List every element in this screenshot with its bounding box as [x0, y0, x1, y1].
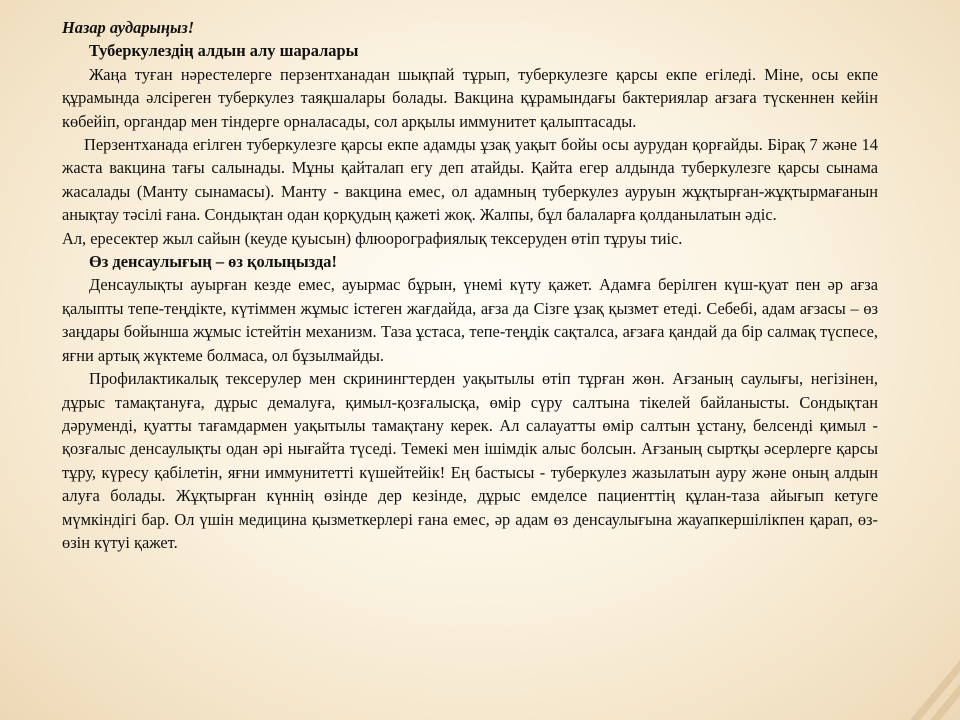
paragraph-revaccination: Перзентханада егілген туберкулезге қарсы екпе адамды ұзақ уақыт бойы осы аурудан қорғайды. Бірақ 7 және 14 жаста вакцина тағы салынады. Мұны қайталап егу деп атайды. Қайта егер алдында туберкулезге қарсы сынама жасалады (Манту сынамасы). Манту - вакцина емес, ол адамның туберкулез ауруын жұқтырған-жұқтырмағанын анықтау тәсілі ғана. Сондықтан одан қорқудың қажеті жоқ. Жалпы, бұл балаларға қолданылатын әдіс. [62, 135, 878, 225]
section-heading-prevention: Туберкулездің алдын алу шаралары [89, 41, 359, 61]
paragraph-health-care: Денсаулықты ауырған кезде емес, ауырмас бұрын, үнемі күту қажет. Адамға берілген күш-қуат пен әр ағза қалыпты тепе-теңдікте, күтіммен жұмыс істеген жағдайда, ағза да Сізге ұзақ қызмет етеді. Себебі, адам ағзасы – өз заңдары бойынша жұмыс істейтін механизм. Таза ұстаса, тепе-теңдік сақталса, ағзаға қандай да бір салмақ түспесе, яғни артық жүктеме болмаса, ол бұзылмайды. [62, 275, 878, 365]
attention-note: Назар аударыңыз! [62, 18, 195, 37]
slide-content [62, 16, 878, 554]
paragraph-adults-fluorography: Ал, ересектер жыл сайын (кеуде қуысын) флюорографиялық тексеруден өтіп тұруы тиіс. [62, 228, 683, 248]
corner-decoration [870, 650, 960, 720]
paragraph-newborn-vaccine: Жаңа туған нәрестелерге перзентханадан шықпай тұрып, туберкулезге қарсы екпе егіледі. Міне, осы екпе құрамында әлсіреген туберкулез таяқшалары болады. Вакцина құрамындағы бактериялар ағзаға түскеннен кейін көбейіп, органдар мен тіндерге орналасады, сол арқылы иммунитет қалыптасады. [62, 64, 878, 131]
section-heading-health: Өз денсаулығың – өз қолыңызда! [89, 252, 337, 272]
paragraph-prophylaxis: Профилактикалық тексерулер мен скринингтерден уақытылы өтіп тұрған жөн. Ағзаның саулығы, негізінен, дұрыс тамақтануға, дұрыс демалуға, қимыл-қозғалысқа, өмір сүру салтына тікелей байланысты. Сондықтан дәруменді, қуатты тағамдармен уақытылы тамақтану керек. Ал салауатты өмір салтын ұстану, белсенді қимыл - қозғалыс денсаулықты одан әрі нығайта түседі. Темекі мен ішімдік алыс болсын. Ағзаның сыртқы әсерлерге қарсы тұру, күресу қабілетін, яғни иммунитетті күшейтейік! Ең бастысы - туберкулез жазылатын ауру және оның алдын алуға болады. Жұқтырған күннің өзінде дер кезінде, дұрыс емделсе пациенттің құлан-таза айығып кетуге мүмкіндігі бар. Ол үшін медицина қызметкерлері ғана емес, әр адам өз денсаулығына жауапкершілікпен қарап, өз-өзін күтуі қажет. [62, 369, 878, 552]
